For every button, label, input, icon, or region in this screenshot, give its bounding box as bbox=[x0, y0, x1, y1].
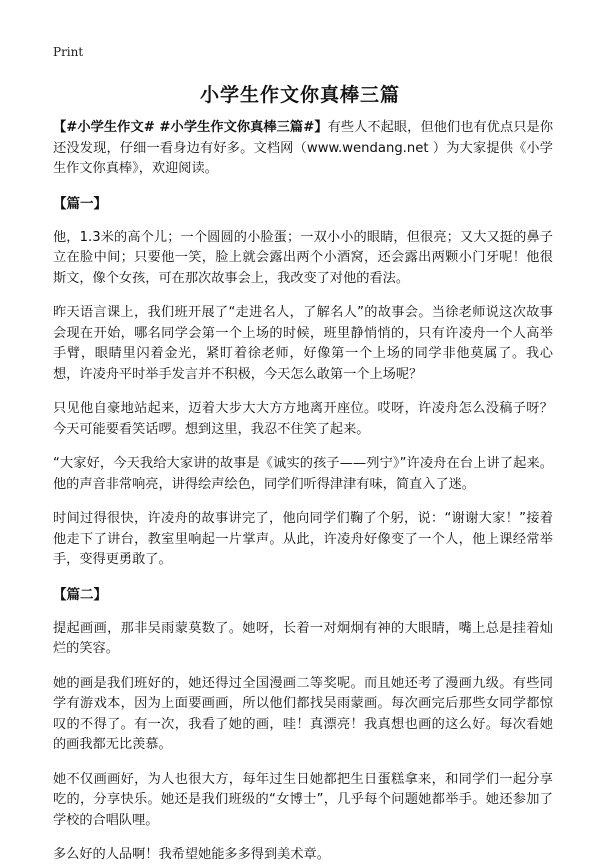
paragraph: “大家好，今天我给大家讲的故事是《诚实的孩子——列宁》”许凌舟在台上讲了起来。他的声音非常响亮，讲得绘声绘色，同学们听得津津有味，简直入了迷。 bbox=[53, 456, 553, 492]
intro-text: 有些人不起眼，但他们也有优点只是你还没发现，仔细一看身边有好多。文档网（www.wendang.net ）为大家提供《小学生作文你真棒》，欢迎阅读。 bbox=[53, 120, 554, 176]
paragraph: 多么好的人品啊！我希望她能多多得到美术章。 bbox=[53, 847, 330, 862]
section-heading: 【篇二】 bbox=[53, 586, 107, 603]
paragraph: 他，1.3米的高个儿；一个圆圆的小脸蛋；一双小小的眼睛，但很亮；又大又挺的鼻子立在脸中间；只要他一笑，脸上就会露出两个小酒窝，还会露出两颗小门牙呢！他很斯文，像个女孩，可在那次故事会上，我改变了对他的看法。 bbox=[53, 229, 553, 286]
intro-paragraph bbox=[53, 118, 553, 180]
section-heading: 【篇一】 bbox=[53, 195, 107, 212]
section-1 bbox=[53, 194, 553, 571]
paragraph: 只见他自豪地站起来，迈着大步大大方方地离开座位。哎呀，许凌舟怎么没稿子呀？今天可能要看笑话啰。想到这里，我忍不住笑了起来。 bbox=[53, 401, 553, 437]
paragraph: 她的画是我们班好的，她还得过全国漫画二等奖呢。而且她还考了漫画九级。有些同学有游戏本，因为上面要画画，所以他们都找吴雨蒙画。每次画完后那些女同学都惊叹的不得了。有一次，我看了她的画，哇！真漂亮！我真想也画的这么好。每次看她的画我都无比羡慕。 bbox=[53, 675, 553, 752]
section-2 bbox=[53, 585, 553, 866]
print-label[interactable]: Print bbox=[53, 45, 84, 59]
paragraph: 提起画画，那非吴雨蒙莫数了。她呀，长着一对炯炯有神的大眼睛，嘴上总是挂着灿烂的笑容。 bbox=[53, 620, 553, 656]
paragraph: 昨天语言课上，我们班开展了“走进名人，了解名人”的故事会。当徐老师说这次故事会现在开始，哪名同学会第一个上场的时候，班里静悄悄的，只有许凌舟一个人高举手臂，眼睛里闪着金光，紧盯着徐老师，好像第一个上场的同学非他莫属了。我心想，许凌舟平时举手发言并不积极，今天怎么敢第一个上场呢？ bbox=[53, 305, 553, 382]
article-body bbox=[53, 118, 553, 866]
intro-tags: 【#小学生作文# #小学生作文你真棒三篇#】 bbox=[53, 120, 328, 135]
page-title: 小学生作文你真棒三篇 bbox=[199, 84, 400, 106]
paragraph: 她不仅画画好，为人也很大方，每年过生日她都把生日蛋糕拿来，和同学们一起分享吃的，分享快乐。她还是我们班级的“女博士”，几乎每个问题她都举手。她还参加了学校的合唱队哩。 bbox=[53, 771, 553, 828]
paragraph: 时间过得很快，许凌舟的故事讲完了，他向同学们鞠了个躬，说：“谢谢大家！”接着他走下了讲台，教室里响起一片掌声。从此，许凌舟好像变了一个人，他上课经常举手，变得更勇敢了。 bbox=[53, 511, 553, 567]
